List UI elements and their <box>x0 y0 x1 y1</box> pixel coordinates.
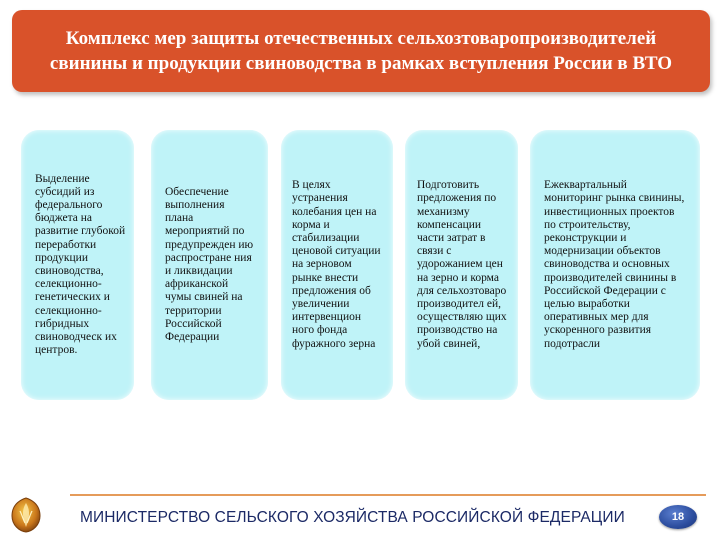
measure-card-text: Выделение субсидий из федерального бюджета на развитие глубокой переработки продукции свиноводства, селекционно-генетических и селекционно-гибридных свиноводческ их центров. <box>35 172 126 357</box>
page-number-badge <box>659 505 697 529</box>
measure-card-text: Ежеквартальный мониторинг рынка свинины, инвестиционных проектов по строительству, реконструкции и модернизации объектов свиноводства и основных производителей свинины в Российской Федерации с целью выработки оперативных мер для ускоренного развития подотрасли <box>544 179 685 350</box>
title-line-2: свинины и продукции свиноводства в рамках вступления России в ВТО <box>49 53 673 74</box>
ministry-name: МИНИСТЕРСТВО СЕЛЬСКОГО ХОЗЯЙСТВА РОССИЙСКОЙ ФЕДЕРАЦИИ <box>80 509 625 526</box>
measure-card-3 <box>281 130 393 400</box>
measure-card-text: Обеспечение выполнения плана мероприятий по предупрежден ию распростране ния и ликвидации африканской чумы свиней на территории Российской Федерации <box>165 185 254 344</box>
page-number: 18 <box>671 511 685 523</box>
measure-card-5 <box>530 130 700 400</box>
measure-card-text: Подготовить предложения по механизму компенсации части затрат в связи с удорожанием цен на зерно и корма для сельхозтоваро производител ей, осуществляю щих производство на убой свиней, <box>417 179 507 350</box>
footer-divider <box>70 494 706 496</box>
ministry-emblem-icon <box>10 497 42 533</box>
measure-card-text: В целях устранения колебания цен на корма и стабилизации ценовой ситуации на зерновом рынке внести предложения об увеличении интервенцион ного фонда фуражного зерна <box>292 179 381 350</box>
title-banner <box>12 10 710 92</box>
measure-card-2 <box>151 130 268 400</box>
title-line-1: Комплекс мер защиты отечественных сельхозтоваропроизводителей <box>65 28 657 49</box>
measure-card-1 <box>21 130 134 400</box>
slide-title <box>20 26 702 76</box>
measure-card-4 <box>405 130 518 400</box>
